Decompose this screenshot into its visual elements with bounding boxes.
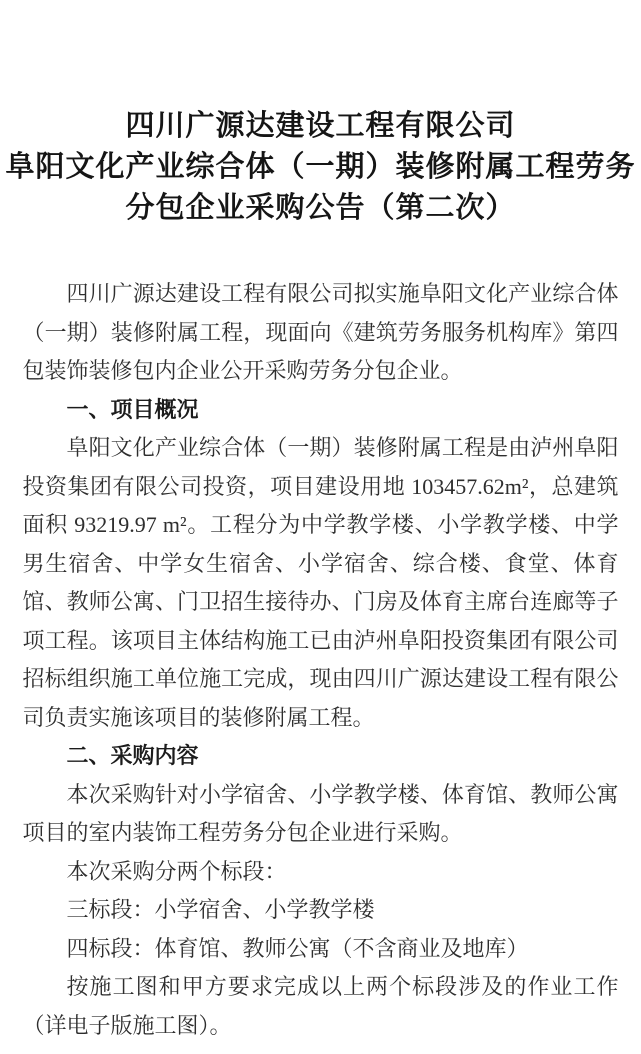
document-title-line-1: 四川广源达建设工程有限公司 xyxy=(125,110,516,142)
section-2-paragraph-3-lot-three: 三标段：小学宿舍、小学教学楼 xyxy=(66,897,375,922)
document-title-line-2: 阜阳文化产业综合体（一期）装修附属工程劳务 xyxy=(5,151,636,183)
document-body xyxy=(23,275,619,1045)
section-2-heading: 二、采购内容 xyxy=(66,743,199,768)
section-1-paragraph: 阜阳文化产业综合体（一期）装修附属工程是由泸州阜阳投资集团有限公司投资，项目建设用地 103457.62m²，总建筑面积 93219.97 m²。工程分为中学教学楼、小学教学楼、中学男生宿舍、中学女生宿舍、小学宿舍、综合楼、食堂、体育馆、教师公寓、门卫招生接待办、门房及体育主席台连廊等子项工程。该项目主体结构施工已由泸州阜阳投资集团有限公司招标组织施工单位施工完成，现由四川广源达建设工程有限公司负责实施该项目的装修附属工程。 xyxy=(22,435,619,730)
section-2-paragraph-2: 本次采购分两个标段： xyxy=(66,858,287,884)
section-2-paragraph-4-lot-four: 四标段：体育馆、教师公寓（不含商业及地库） xyxy=(66,935,529,961)
intro-paragraph: 四川广源达建设工程有限公司拟实施阜阳文化产业综合体（一期）装修附属工程，现面向《建筑劳务服务机构库》第四包装饰装修包内企业公开采购劳务分包企业。 xyxy=(22,281,619,383)
section-2-paragraph-1: 本次采购针对小学宿舍、小学教学楼、体育馆、教师公寓项目的室内装饰工程劳务分包企业进行采购。 xyxy=(22,781,619,845)
section-1-heading: 一、项目概况 xyxy=(66,396,199,422)
document-title xyxy=(0,0,641,229)
document-title-line-3: 分包企业采购公告（第二次） xyxy=(125,192,516,224)
section-2-paragraph-5: 按施工图和甲方要求完成以上两个标段涉及的作业工作（详电子版施工图）。 xyxy=(22,974,619,1038)
